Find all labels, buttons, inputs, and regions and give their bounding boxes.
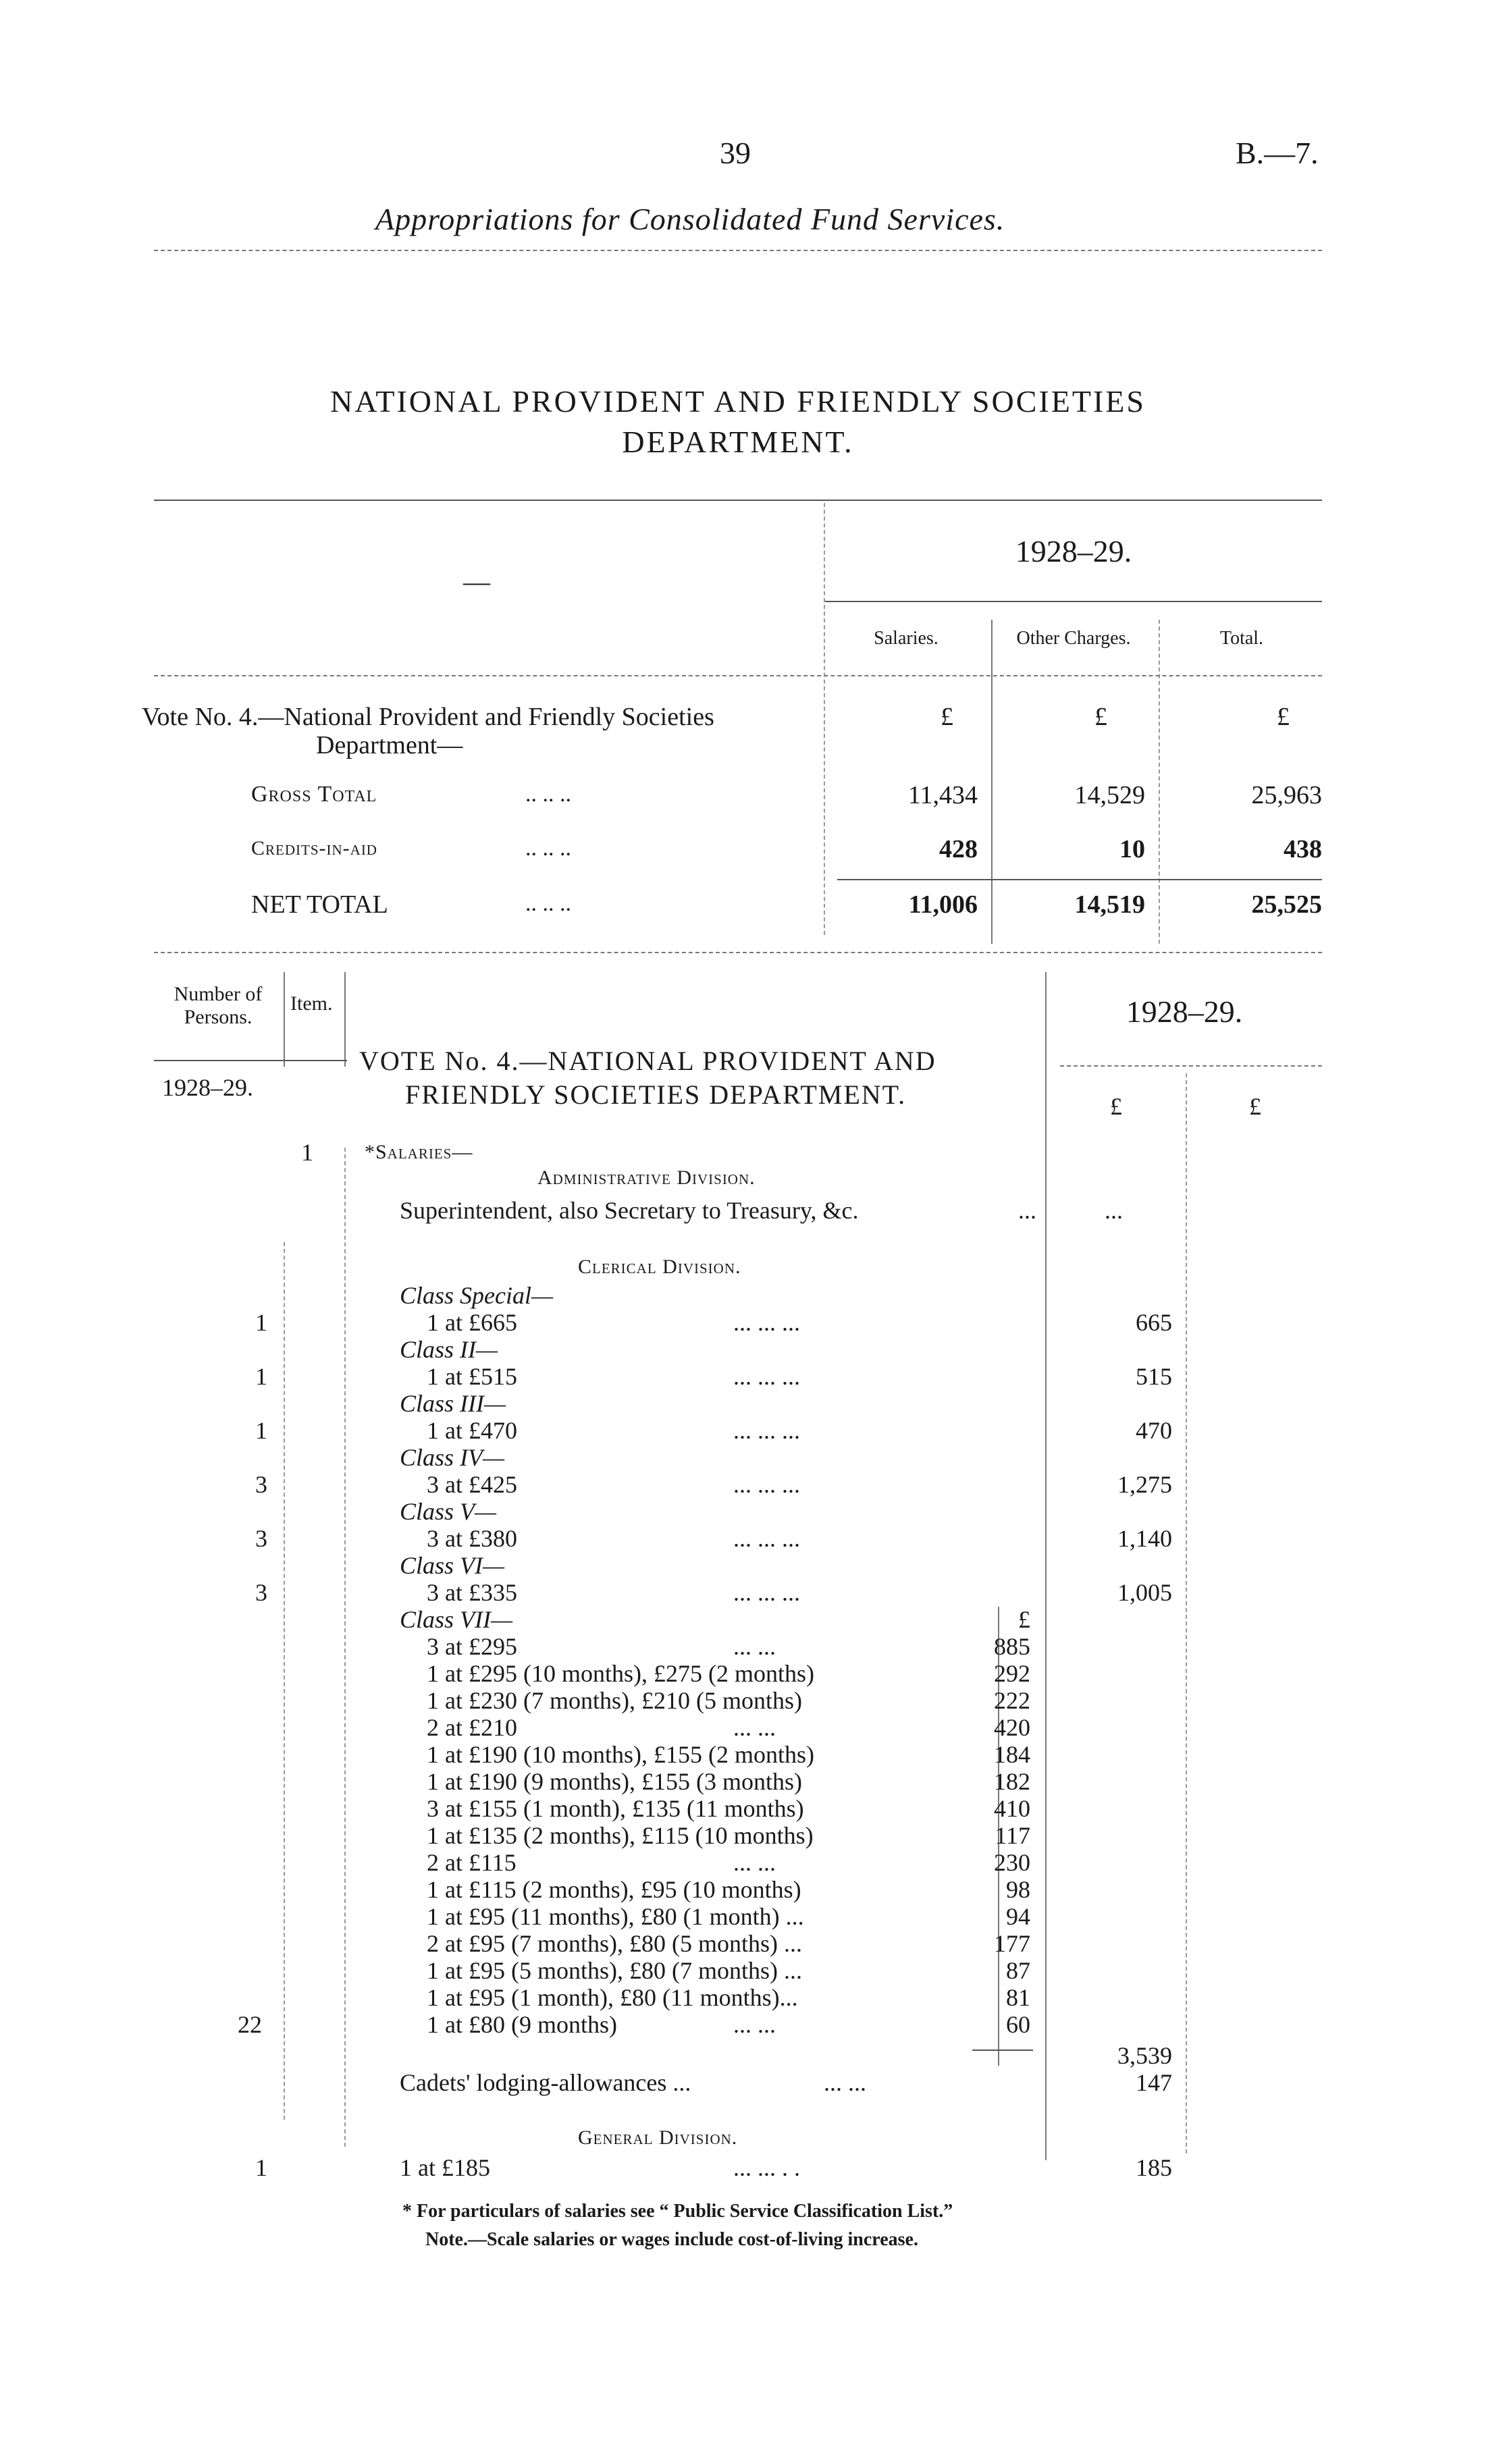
class-persons: 3 — [255, 1525, 267, 1552]
class-amount: 470 — [1136, 1417, 1172, 1444]
class-persons: 3 — [255, 1471, 267, 1498]
class7-amount: 177 — [994, 1930, 1030, 1957]
summary-pound-other: £ — [1094, 703, 1107, 731]
summary-credits-total: 438 — [1284, 835, 1322, 863]
class-amount: 1,275 — [1117, 1471, 1172, 1498]
detail-item-number: 1 — [301, 1139, 313, 1166]
class-name: Class Special— — [400, 1282, 554, 1309]
footnote-salaries: * For particulars of salaries see “ Public Service Classification List.” — [402, 2201, 953, 2222]
class7-amount: 87 — [1006, 1957, 1030, 1984]
summary-vote-line1: Vote No. 4.—National Provident and Friendly Societies — [142, 703, 714, 731]
class7-amount: 184 — [994, 1741, 1030, 1768]
class7-line: 1 at £295 (10 months), £275 (2 months) — [427, 1660, 814, 1687]
department-title-line1: NATIONAL PROVIDENT AND FRIENDLY SOCIETIES — [330, 384, 1146, 419]
class7-line: 1 at £135 (2 months), £115 (10 months) — [427, 1822, 814, 1849]
class7-dots: ... ... — [733, 1633, 776, 1660]
detail-year-heading: 1928–29. — [1126, 994, 1243, 1029]
detail-header-rule — [154, 1060, 347, 1061]
class7-pound: £ — [1018, 1606, 1030, 1633]
class7-line: 1 at £95 (1 month), £80 (11 months)... — [427, 1984, 798, 2011]
class-persons: 1 — [255, 1417, 267, 1444]
summary-credits-salaries: 428 — [939, 835, 978, 863]
summary-net-other: 14,519 — [1074, 890, 1145, 919]
class7-line: 2 at £210 — [427, 1714, 517, 1741]
class7-dots: ... ... — [733, 1849, 776, 1876]
summary-year-heading: 1928–29. — [1015, 534, 1132, 568]
class7-amount: 222 — [994, 1687, 1030, 1714]
salaries-heading: *Salaries— — [365, 1141, 473, 1163]
department-title-line2: DEPARTMENT. — [622, 425, 854, 459]
class-amount: 515 — [1136, 1363, 1172, 1390]
summary-header-rule — [154, 675, 1322, 676]
class7-name: Class VII— — [400, 1606, 513, 1633]
general-amount: 185 — [1136, 2154, 1172, 2181]
class-dots: ... ... ... — [733, 1525, 800, 1552]
detail-divider-item-lower — [344, 1148, 346, 2147]
class-dots: ... ... ... — [733, 1579, 800, 1606]
class7-amount: 885 — [994, 1633, 1030, 1660]
admin-dots: ... — [1018, 1197, 1036, 1224]
class-amount: 1,140 — [1117, 1525, 1172, 1552]
summary-net-total: 25,525 — [1251, 890, 1322, 919]
class7-line: 1 at £95 (11 months), £80 (1 month) ... — [427, 1903, 804, 1930]
class7-line: 1 at £115 (2 months), £95 (10 months) — [427, 1876, 801, 1903]
general-rate: 1 at £185 — [400, 2154, 490, 2181]
detail-vote-line2: FRIENDLY SOCIETIES DEPARTMENT. — [405, 1079, 907, 1110]
column-item: Item. — [290, 992, 333, 1015]
summary-col-divider-2 — [1159, 620, 1160, 944]
cadets-dots: ... ... — [824, 2069, 866, 2096]
summary-pound-salaries: £ — [941, 703, 953, 731]
summary-top-rule — [154, 500, 1322, 501]
header-rule — [154, 250, 1322, 251]
detail-divider-number-lower — [284, 1242, 285, 2120]
class7-dots: ... ... — [733, 2011, 776, 2038]
class7-amount: 420 — [994, 1714, 1030, 1741]
summary-gross-salaries: 11,434 — [907, 781, 978, 809]
detail-divider-main — [1045, 972, 1047, 2160]
detail-divider-item — [344, 972, 346, 1067]
class7-dots: ... ... — [733, 1714, 776, 1741]
class-name: Class III— — [400, 1390, 506, 1417]
class7-amount: 98 — [1006, 1876, 1030, 1903]
class7-amount: 81 — [1006, 1984, 1030, 2011]
column-number-of-persons: Number of Persons. — [174, 983, 263, 1028]
general-persons: 1 — [255, 2154, 267, 2181]
class7-amount: 230 — [994, 1849, 1030, 1876]
class-name: Class II— — [400, 1336, 498, 1363]
class-rate: 1 at £515 — [427, 1363, 517, 1390]
summary-year-rule — [825, 601, 1322, 602]
class-rate: 1 at £470 — [427, 1417, 517, 1444]
class7-amount: 117 — [995, 1822, 1030, 1849]
class-rate: 1 at £665 — [427, 1309, 517, 1336]
summary-row-dots: .. .. .. — [525, 891, 571, 916]
detail-pound-1: £ — [1110, 1093, 1122, 1120]
class7-total-rule — [972, 2050, 1033, 2051]
class-rate: 3 at £335 — [427, 1579, 517, 1606]
class-persons: 3 — [255, 1579, 267, 1606]
class7-line: 1 at £190 (9 months), £155 (3 months) — [427, 1768, 802, 1795]
admin-line: Superintendent, also Secretary to Treasury, &c. — [400, 1197, 859, 1224]
detail-divider-number — [284, 972, 285, 1067]
summary-bottom-rule — [154, 952, 1322, 953]
detail-year-rule — [1060, 1065, 1322, 1067]
class-name: Class VI— — [400, 1552, 505, 1579]
class7-line: 2 at £95 (7 months), £80 (5 months) ... — [427, 1930, 802, 1957]
summary-net-salaries: 11,006 — [908, 890, 978, 919]
class-persons: 1 — [255, 1309, 267, 1336]
class-dots: ... ... ... — [733, 1471, 800, 1498]
column-other-charges: Other Charges. — [1016, 628, 1131, 649]
class7-line: 1 at £190 (10 months), £155 (2 months) — [427, 1741, 814, 1768]
summary-gross-total: 25,963 — [1251, 781, 1322, 809]
class-dots: ... ... ... — [733, 1309, 800, 1336]
class7-amount: 60 — [1006, 2011, 1030, 2038]
class-amount: 1,005 — [1117, 1579, 1172, 1606]
class-name: Class IV— — [400, 1444, 505, 1471]
administrative-division-heading: Administrative Division. — [537, 1167, 756, 1189]
admin-value: ... — [1105, 1197, 1123, 1224]
class7-persons: 22 — [238, 2011, 262, 2038]
summary-vote-line2: Department— — [316, 731, 463, 759]
footnote-note: Note.—Scale salaries or wages include cost-of-living increase. — [425, 2229, 918, 2250]
summary-credits-other: 10 — [1119, 835, 1145, 863]
class7-line: 3 at £155 (1 month), £135 (11 months) — [427, 1795, 804, 1822]
clerical-division-heading: Clerical Division. — [578, 1256, 741, 1278]
summary-dash: — — [463, 566, 490, 597]
general-division-heading: General Division. — [578, 2126, 738, 2149]
detail-vote-line1: VOTE No. 4.—NATIONAL PROVIDENT AND — [359, 1046, 936, 1076]
class7-total: 3,539 — [1117, 2042, 1172, 2069]
class-persons: 1 — [255, 1363, 267, 1390]
cadets-line: Cadets' lodging-allowances ... — [400, 2069, 691, 2096]
class7-amount: 94 — [1006, 1903, 1030, 1930]
class7-line: 1 at £80 (9 months) — [427, 2011, 617, 2038]
class-dots: ... ... ... — [733, 1417, 800, 1444]
summary-pound-total: £ — [1277, 703, 1290, 731]
class-amount: 665 — [1136, 1309, 1172, 1336]
class7-line: 2 at £115 — [427, 1849, 517, 1876]
cadets-amount: 147 — [1136, 2069, 1172, 2096]
column-total: Total. — [1219, 628, 1264, 649]
class-rate: 3 at £380 — [427, 1525, 517, 1552]
class7-line: 1 at £95 (5 months), £80 (7 months) ... — [427, 1957, 802, 1984]
class7-amount: 410 — [994, 1795, 1030, 1822]
summary-row-dots: .. .. .. — [525, 782, 571, 807]
class7-amount: 182 — [994, 1768, 1030, 1795]
summary-gross-other: 14,529 — [1074, 781, 1145, 809]
class7-line: 1 at £230 (7 months), £210 (5 months) — [427, 1687, 802, 1714]
summary-row-label: Credits-in-aid — [251, 837, 377, 859]
general-dots: ... ... . . — [733, 2154, 800, 2181]
class7-line: 3 at £295 — [427, 1633, 517, 1660]
class-dots: ... ... ... — [733, 1363, 800, 1390]
class7-amount: 292 — [994, 1660, 1030, 1687]
summary-net-rule — [837, 879, 1322, 880]
detail-divider-amount — [1186, 1073, 1187, 2153]
document-reference: B.—7. — [1236, 136, 1319, 170]
summary-row-label: NET TOTAL — [251, 890, 388, 919]
column-salaries: Salaries. — [874, 628, 938, 649]
class-rate: 3 at £425 — [427, 1471, 517, 1498]
page-number: 39 — [720, 136, 751, 170]
summary-row-label: Gross Total — [251, 782, 377, 807]
class-name: Class V— — [400, 1498, 497, 1525]
summary-row-dots: .. .. .. — [525, 836, 571, 861]
running-title: Appropriations for Consolidated Fund Services. — [375, 202, 1005, 236]
detail-pound-2: £ — [1249, 1093, 1261, 1120]
column-year: 1928–29. — [162, 1074, 253, 1101]
